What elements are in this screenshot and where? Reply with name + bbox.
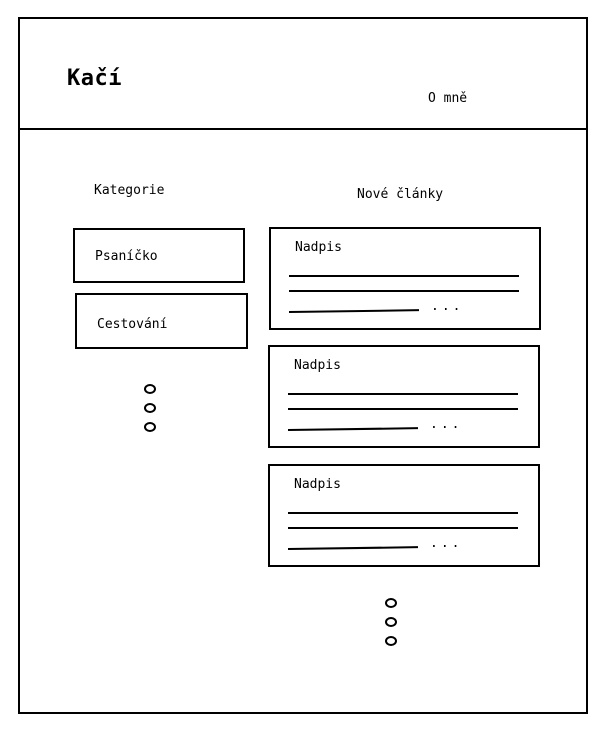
more-dots-icon [385, 598, 399, 655]
category-label: Psaníčko [95, 249, 158, 264]
category-item-psanicko[interactable] [73, 228, 245, 283]
article-card[interactable] [269, 227, 541, 330]
header-divider [18, 128, 588, 130]
text-placeholder-line [288, 527, 518, 529]
text-placeholder-line [288, 393, 518, 395]
article-card[interactable] [268, 464, 540, 567]
text-placeholder-line [288, 512, 518, 514]
text-placeholder-line [289, 275, 519, 277]
article-card[interactable] [268, 345, 540, 448]
site-logo[interactable]: Kačí [67, 66, 122, 91]
article-title: Nadpis [294, 358, 341, 373]
more-dots-icon [144, 384, 158, 441]
read-more-ellipsis: ... [431, 299, 464, 314]
category-item-cestovani[interactable] [75, 293, 248, 349]
nav-about-link[interactable]: O mně [428, 91, 468, 106]
category-label: Cestování [97, 317, 168, 332]
text-placeholder-line [288, 408, 518, 410]
article-title: Nadpis [294, 477, 341, 492]
new-articles-heading: Nové články [357, 187, 444, 202]
read-more-ellipsis: ... [430, 417, 463, 432]
text-placeholder-line [288, 546, 418, 550]
categories-heading: Kategorie [94, 183, 165, 198]
read-more-ellipsis: ... [430, 536, 463, 551]
text-placeholder-line [289, 309, 419, 313]
article-title: Nadpis [295, 240, 342, 255]
text-placeholder-line [288, 427, 418, 431]
text-placeholder-line [289, 290, 519, 292]
